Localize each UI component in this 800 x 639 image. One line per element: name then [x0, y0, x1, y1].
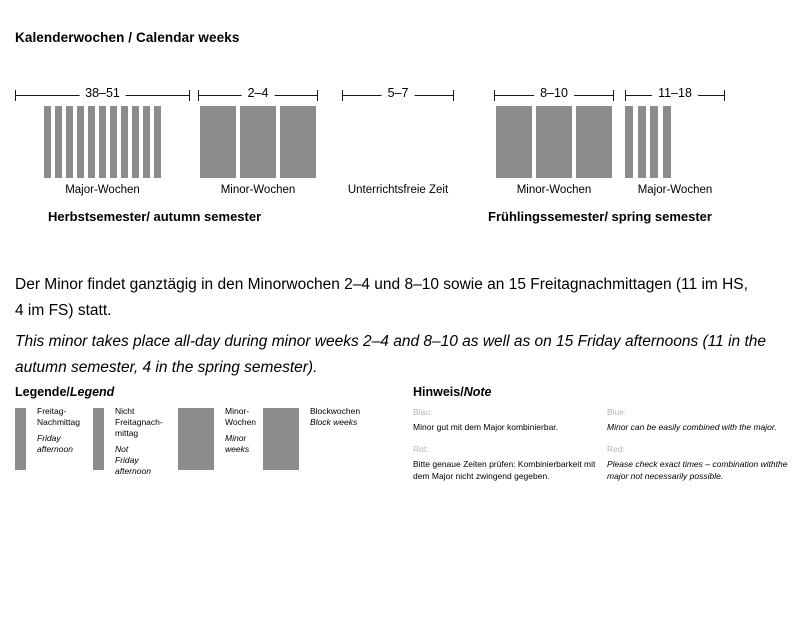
week-bar: [110, 106, 117, 178]
note-value-red: Please check exact times – combination withthe major not necessarily possible.: [607, 458, 788, 481]
legend-label-en: Minor weeks: [225, 433, 250, 454]
note-value-blue: Minor can be easily combined with the major.: [607, 421, 777, 432]
dimension-cap-right: [189, 90, 190, 101]
note-column-german: [413, 406, 598, 493]
note-heading: [413, 385, 492, 399]
group-caption: Major-Wochen: [637, 184, 713, 196]
week-bar: [143, 106, 150, 178]
legend-label-de: Freitag- Nachmittag: [37, 406, 80, 427]
note-key-blue: Blue:: [607, 407, 627, 417]
week-bar: [132, 106, 139, 178]
legend-item-list: [15, 408, 405, 508]
week-bar: [200, 106, 236, 178]
legend-item: [15, 408, 100, 508]
dimension-cap-right: [724, 90, 725, 101]
week-range-label: 5–7: [382, 87, 415, 99]
calendar-weeks-diagram: [0, 82, 800, 227]
bar-set-thin: [44, 106, 161, 178]
legend-swatch: [15, 408, 26, 470]
week-bar: [625, 106, 633, 178]
week-bar: [536, 106, 572, 178]
week-bar: [576, 106, 612, 178]
group-caption: Minor-Wochen: [516, 184, 592, 196]
legend-item: [93, 408, 188, 508]
dimension-bracket: [15, 86, 190, 102]
legend-heading-de: Legende/: [15, 385, 70, 399]
week-bar: [280, 106, 316, 178]
legend-label: [37, 406, 80, 455]
week-bar: [77, 106, 84, 178]
legend-swatch: [178, 408, 214, 470]
week-bar: [44, 106, 51, 178]
week-range-label: 38–51: [79, 87, 126, 99]
legend-swatch: [93, 408, 104, 470]
week-bar: [638, 106, 646, 178]
dimension-bracket: [198, 86, 318, 102]
description-german: Der Minor findet ganztägig in den Minorwochen 2–4 und 8–10 sowie an 15 Freitagnachmittagen (11 im HS, 4 im FS) statt.: [15, 276, 748, 319]
dimension-cap-left: [15, 90, 16, 101]
semester-label-spring: Frühlingssemester/ spring semester: [488, 209, 712, 224]
note-key-blue: Blau:: [413, 407, 433, 417]
dimension-bracket: [342, 86, 454, 102]
week-bar: [88, 106, 95, 178]
legend-label-en: Not Friday afternoon: [115, 444, 151, 476]
legend-label: [310, 406, 360, 428]
note-heading-en: Note: [463, 385, 492, 399]
dimension-bracket: [625, 86, 725, 102]
week-bar: [66, 106, 73, 178]
note-value-red: Bitte genaue Zeiten prüfen: Kombinierbarkeit mit dem Major nicht zwingend gegeben.: [413, 458, 596, 481]
week-bar: [55, 106, 62, 178]
legend-heading-en: Legend: [69, 385, 115, 399]
note-heading-de: Hinweis/: [413, 385, 464, 399]
bar-set-block: [496, 106, 612, 178]
week-bar: [240, 106, 276, 178]
week-range-label: 2–4: [242, 87, 275, 99]
legend-label: [225, 406, 256, 455]
description-english: This minor takes place all-day during minor weeks 2–4 and 8–10 as well as on 15 Friday afternoons (11 in the autumn semester, 4 in the spring semester).: [15, 333, 767, 376]
legend-label-de: Nicht Freitagnach- mittag: [115, 406, 163, 438]
dimension-cap-left: [342, 90, 343, 101]
dimension-cap-left: [198, 90, 199, 101]
legend-heading: [15, 385, 114, 399]
week-bar: [121, 106, 128, 178]
legend-label-en: Friday afternoon: [37, 433, 73, 454]
dimension-cap-right: [613, 90, 614, 101]
note-column-english: [607, 406, 797, 493]
legend-label-de: Minor- Wochen: [225, 406, 257, 427]
week-bar: [663, 106, 671, 178]
group-caption: Major-Wochen: [65, 184, 140, 196]
bar-set-block: [200, 106, 316, 178]
page-title: Kalenderwochen / Calendar weeks: [15, 30, 240, 45]
dimension-cap-left: [494, 90, 495, 101]
group-caption: Unterrichtsfreie Zeit: [347, 184, 449, 196]
week-bar: [650, 106, 658, 178]
note-key-red: Red:: [607, 444, 625, 454]
note-value-blue: Minor gut mit dem Major kombinierbar.: [413, 421, 559, 432]
dimension-cap-right: [317, 90, 318, 101]
legend-label-en: Block weeks: [310, 417, 358, 427]
group-caption: Minor-Wochen: [220, 184, 296, 196]
dimension-bracket: [494, 86, 614, 102]
legend-swatch: [263, 408, 299, 470]
semester-label-autumn: Herbstsemester/ autumn semester: [48, 209, 262, 224]
bar-set-thin: [625, 106, 671, 178]
dimension-cap-right: [453, 90, 454, 101]
legend-label-de: Blockwochen: [310, 406, 361, 416]
dimension-cap-left: [625, 90, 626, 101]
legend-label: [115, 406, 163, 477]
week-bar: [154, 106, 161, 178]
week-bar: [496, 106, 532, 178]
note-key-red: Rot:: [413, 444, 429, 454]
legend-item: [263, 408, 393, 508]
week-bar: [99, 106, 106, 178]
week-range-label: 11–18: [652, 87, 698, 99]
week-range-label: 8–10: [534, 87, 574, 99]
